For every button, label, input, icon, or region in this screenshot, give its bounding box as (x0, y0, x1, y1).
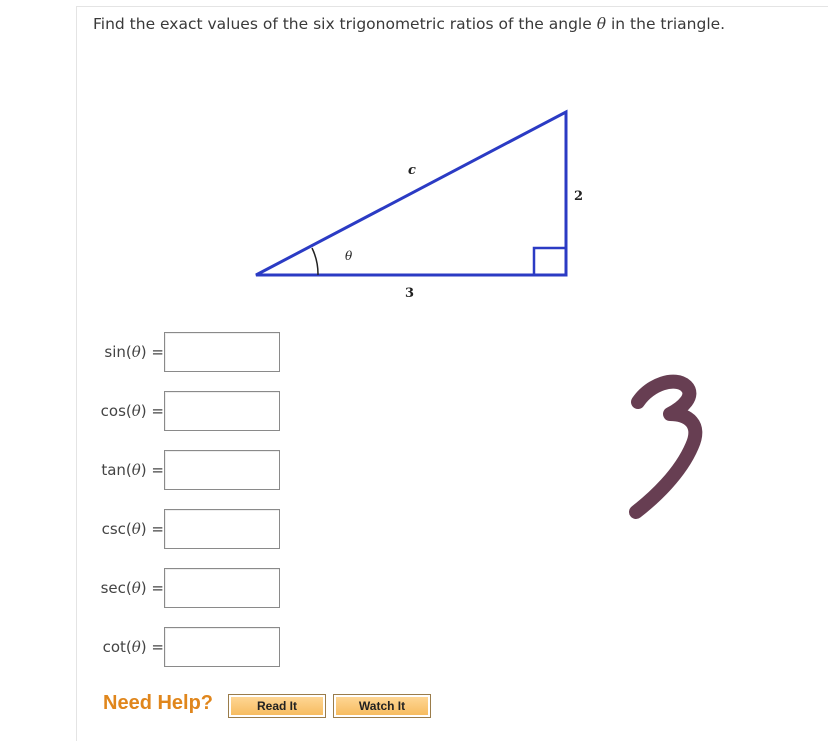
sin-answer-input[interactable] (164, 332, 280, 372)
cos-answer-row (94, 391, 294, 433)
cot-answer-input[interactable] (164, 627, 280, 667)
need-help-label: Need Help? (103, 692, 214, 714)
question-text (93, 15, 725, 33)
sec-answer-row (94, 568, 294, 610)
theta-symbol: θ (596, 15, 607, 33)
read-it-button[interactable]: Read It (228, 694, 326, 718)
panel-top-border (76, 6, 828, 7)
tan-label: tan(θ) = (101, 461, 164, 479)
handwritten-scribble (620, 362, 730, 532)
hypotenuse-label: c (408, 163, 416, 178)
right-triangle-figure (240, 100, 600, 310)
tan-answer-input[interactable] (164, 450, 280, 490)
cos-label: cos(θ) = (100, 402, 164, 420)
scribble-stroke (636, 382, 695, 512)
csc-answer-input[interactable] (164, 509, 280, 549)
panel-left-border (76, 6, 77, 741)
angle-theta-label: θ (345, 249, 353, 263)
cot-label: cot(θ) = (102, 638, 164, 656)
sec-answer-input[interactable] (164, 568, 280, 608)
adjacent-side-label: 3 (405, 286, 415, 301)
tan-answer-row (94, 450, 294, 492)
question-text-after: in the triangle. (610, 15, 726, 33)
csc-answer-row (94, 509, 294, 551)
cot-answer-row (94, 627, 294, 669)
sin-answer-row (94, 332, 294, 374)
csc-label: csc(θ) = (101, 520, 164, 538)
sec-label: sec(θ) = (100, 579, 164, 597)
watch-it-button[interactable]: Watch It (333, 694, 431, 718)
triangle-shape (256, 112, 566, 275)
right-angle-marker (534, 248, 566, 275)
angle-arc (312, 248, 318, 275)
sin-label: sin(θ) = (104, 343, 164, 361)
question-text-before: Find the exact values of the six trigonometric ratios of the angle (93, 15, 592, 33)
opposite-side-label: 2 (574, 189, 584, 204)
cos-answer-input[interactable] (164, 391, 280, 431)
